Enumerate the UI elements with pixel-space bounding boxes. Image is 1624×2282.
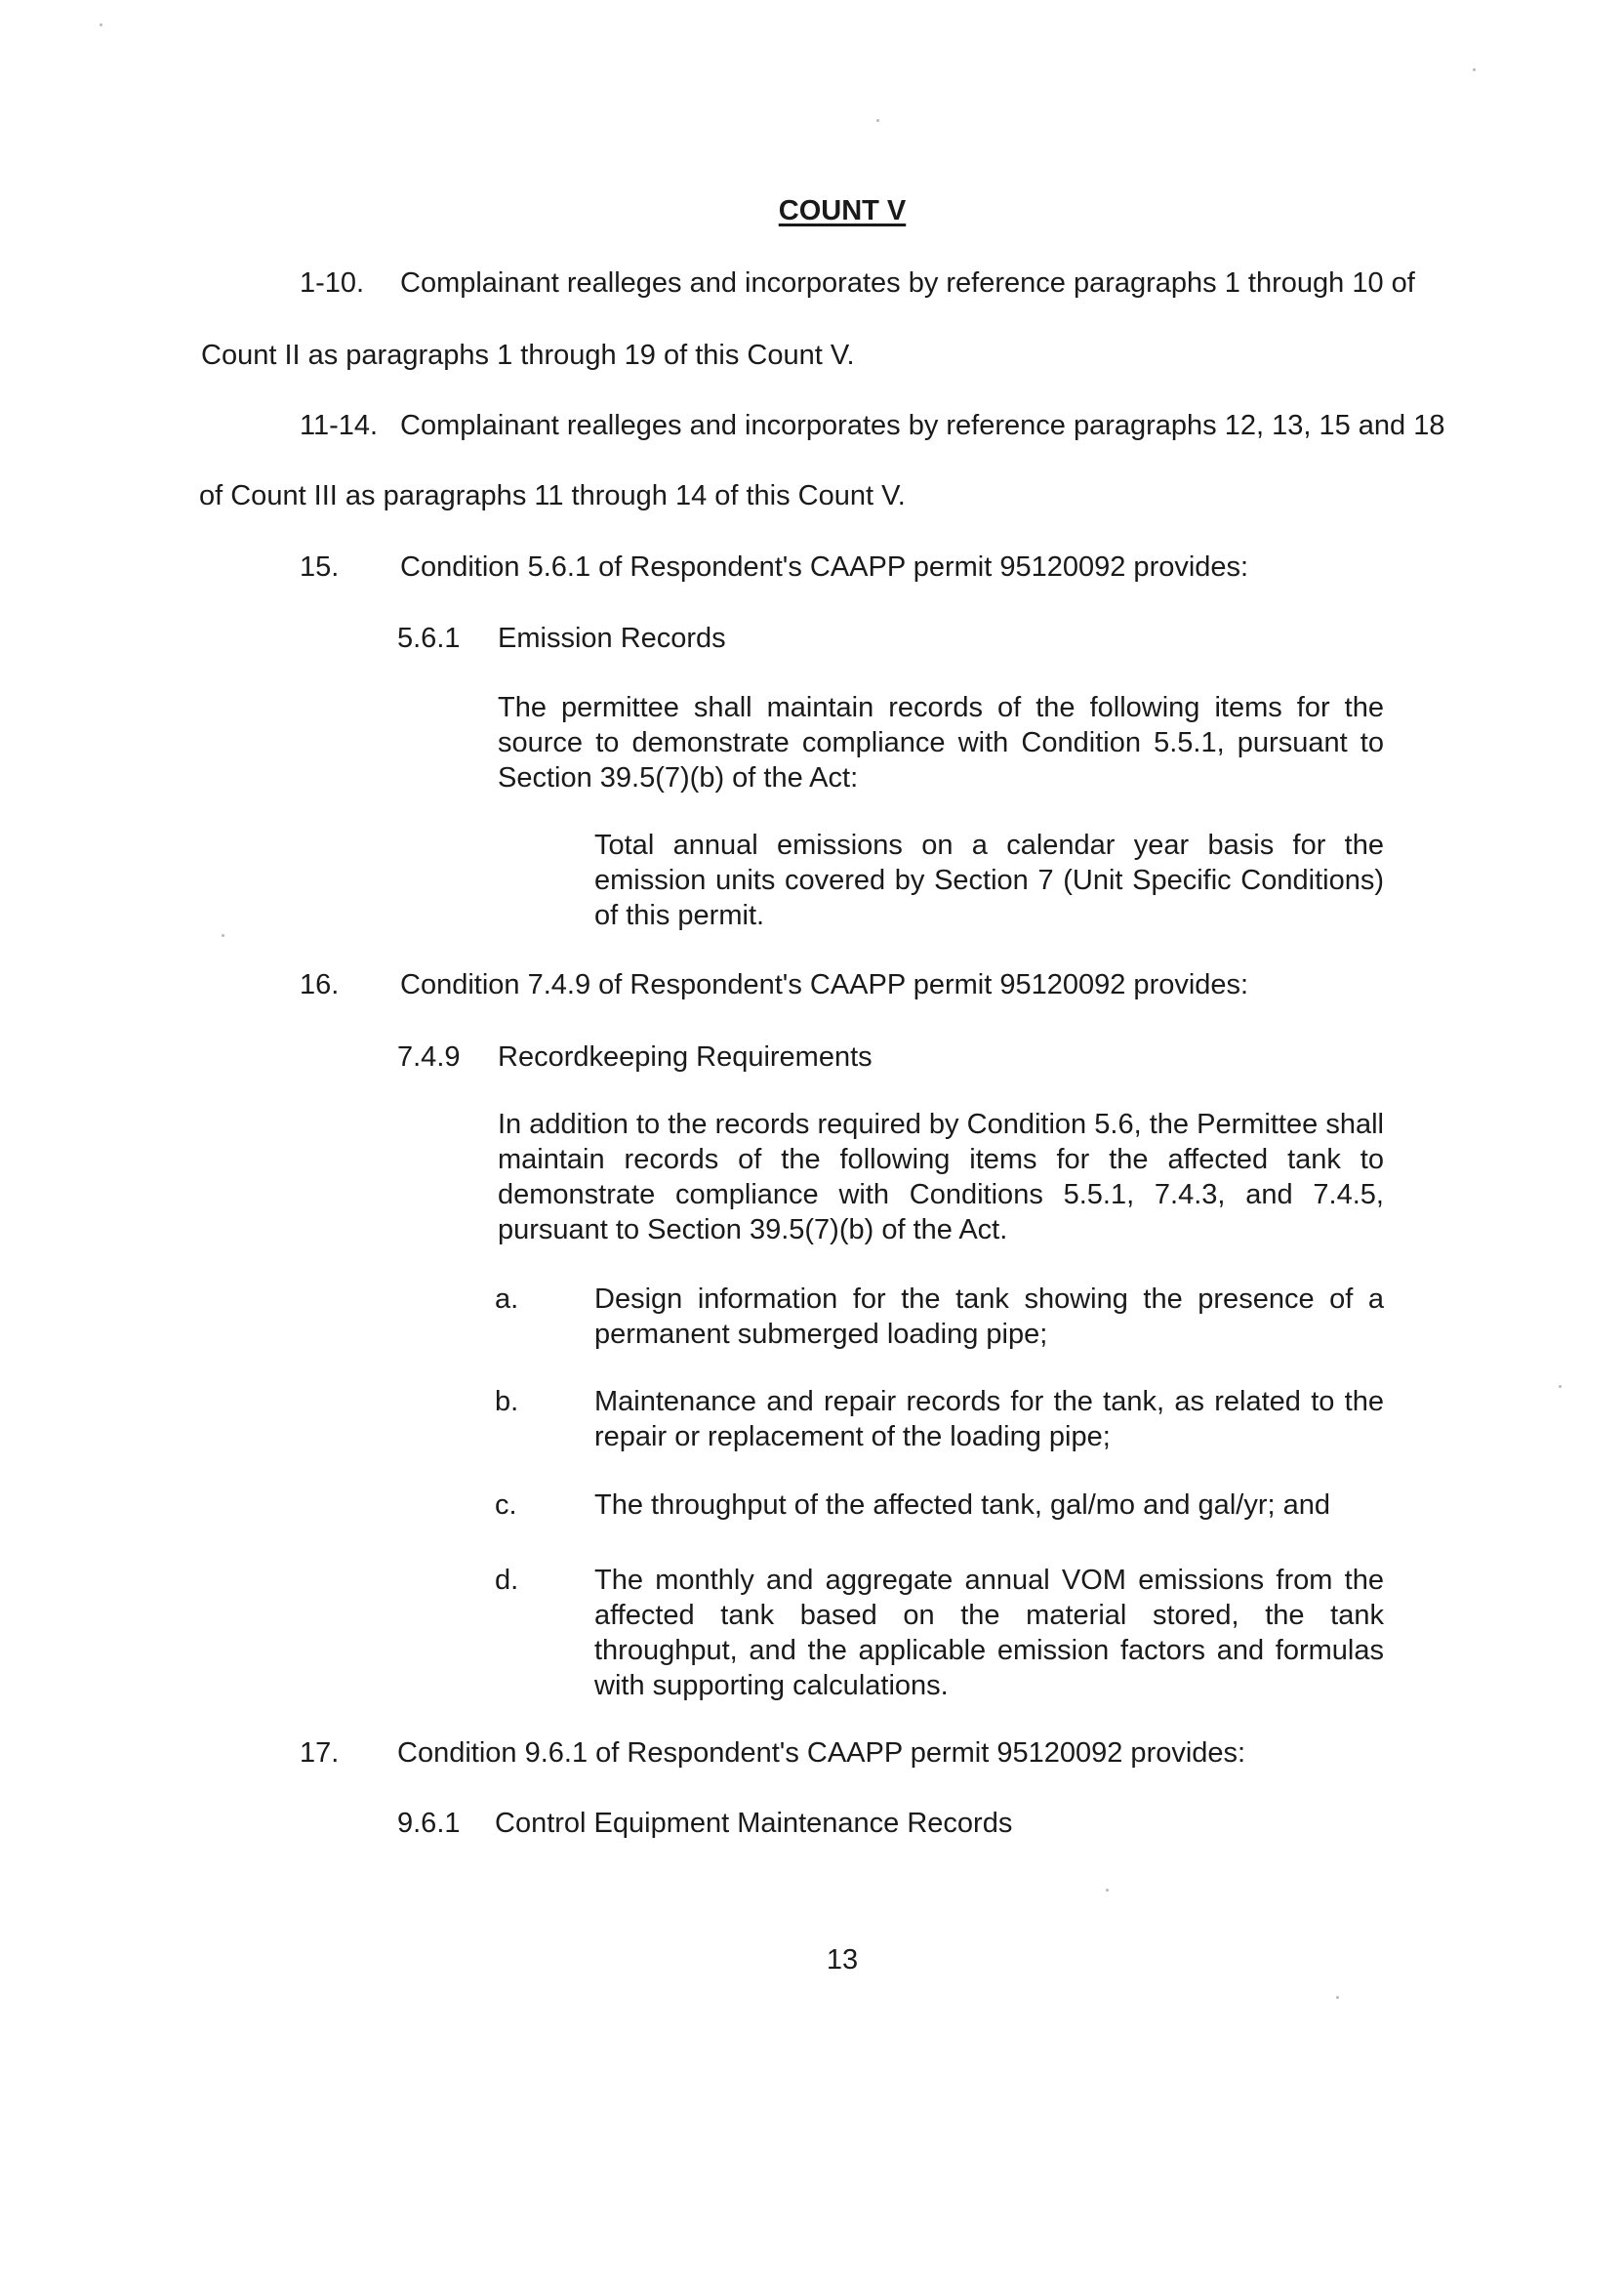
page-title: COUNT V (778, 195, 907, 226)
subsection-heading: Emission Records (498, 623, 726, 654)
list-item-letter: d. (495, 1565, 519, 1596)
paragraph-number: 16. (300, 969, 340, 1000)
paragraph-text: Complainant realleges and incorporates by reference paragraphs 12, 13, 15 and 18 (400, 410, 1445, 441)
scan-speck (1473, 68, 1476, 71)
paragraph-number: 11-14. (300, 410, 379, 441)
list-item: Maintenance and repair records for the tank, as related to the repair or replacement of the loading pipe; (594, 1386, 1384, 1452)
list-item: Design information for the tank showing the presence of a permanent submerged loading pipe; (594, 1284, 1384, 1350)
list-item-letter: b. (495, 1386, 519, 1417)
list-item: The throughput of the affected tank, gal/mo and gal/yr; and (594, 1489, 1330, 1521)
list-item-letter: c. (495, 1489, 517, 1521)
subsection-number: 9.6.1 (397, 1808, 461, 1839)
list-item-letter: a. (495, 1284, 519, 1315)
scan-speck (100, 23, 102, 26)
list-item: The monthly and aggregate annual VOM emissions from the affected tank based on the material stored, the tank throughput, and the applicable emission factors and formulas with supporting calculations. (594, 1565, 1384, 1701)
page-number: 13 (826, 1944, 859, 1976)
subsection-body: In addition to the records required by Condition 5.6, the Permittee shall maintain records of the following items for the affected tank to demonstrate compliance with Conditions 5.5.1, 7.4.3, and 7.4.5, pursuant to Section 39.5(7)(b) of the Act. (498, 1109, 1384, 1245)
paragraph-text: Condition 7.4.9 of Respondent's CAAPP permit 95120092 provides: (400, 969, 1249, 1000)
paragraph-number: 1-10. (300, 267, 365, 299)
paragraph-text-continued: Count II as paragraphs 1 through 19 of this Count V. (201, 340, 855, 371)
quoted-requirement: Total annual emissions on a calendar year basis for the emission units covered by Section 7 (Unit Specific Conditions) of this permit. (594, 830, 1384, 931)
paragraph-text: Condition 5.6.1 of Respondent's CAAPP permit 95120092 provides: (400, 551, 1249, 583)
subsection-heading: Control Equipment Maintenance Records (495, 1808, 1013, 1839)
paragraph-number: 17. (300, 1737, 340, 1769)
subsection-body: The permittee shall maintain records of the following items for the source to demonstrate compliance with Condition 5.5.1, pursuant to Section 39.5(7)(b) of the Act: (498, 692, 1384, 794)
paragraph-number: 15. (300, 551, 340, 583)
subsection-number: 7.4.9 (397, 1041, 461, 1073)
paragraph-text: Condition 9.6.1 of Respondent's CAAPP permit 95120092 provides: (397, 1737, 1246, 1769)
subsection-number: 5.6.1 (397, 623, 461, 654)
paragraph-text: Complainant realleges and incorporates by reference paragraphs 1 through 10 of (400, 267, 1415, 299)
scan-speck (1559, 1385, 1562, 1388)
scan-speck (876, 119, 879, 122)
subsection-heading: Recordkeeping Requirements (498, 1041, 873, 1073)
paragraph-text-continued: of Count III as paragraphs 11 through 14 of this Count V. (199, 480, 906, 511)
scan-speck (1336, 1996, 1339, 1999)
scan-speck (1106, 1889, 1109, 1892)
scan-speck (222, 934, 224, 937)
